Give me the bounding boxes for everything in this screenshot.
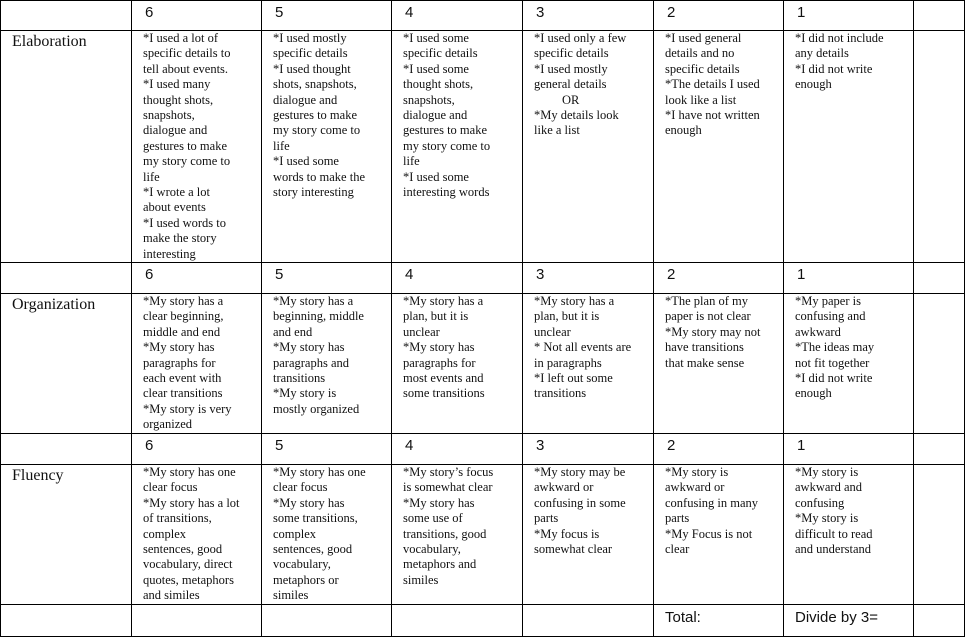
descriptor-cell: [653, 465, 783, 604]
descriptor-line: middle and end: [143, 324, 221, 339]
descriptor-line: transitions: [534, 386, 587, 401]
descriptor-line: *I used a lot of: [143, 31, 218, 45]
descriptor-line: *My story has: [273, 495, 345, 510]
descriptor-line: snapshots,: [403, 92, 455, 107]
row-score: 6: [145, 437, 154, 454]
descriptor-line: metaphors or: [273, 572, 339, 587]
divide-by-label: Divide by 3=: [795, 609, 878, 626]
descriptor-line: confusing and: [795, 309, 866, 324]
descriptor-line: specific details: [534, 46, 609, 61]
descriptor-line: *My story has a: [403, 294, 484, 308]
descriptor-line: *I used general: [665, 31, 742, 45]
descriptor-cell: [522, 294, 653, 433]
descriptor-line: specific details to: [143, 46, 231, 61]
descriptor-line: thought shots,: [403, 77, 474, 92]
descriptor-line: transitions, good: [403, 526, 487, 541]
descriptor-line: words to make the: [273, 169, 365, 184]
descriptor-line: *My focus is: [534, 526, 600, 541]
descriptor-line: *The details I used: [665, 77, 760, 92]
descriptor-line: *I used some: [403, 61, 469, 76]
descriptor-line: paragraphs for: [143, 355, 216, 370]
descriptor-line: *My details look: [534, 108, 619, 123]
descriptor-cell: [391, 294, 522, 433]
descriptor-cell: [653, 31, 783, 262]
grid-line: [913, 0, 914, 637]
descriptor-line: and understand: [795, 542, 872, 557]
descriptor-line: enough: [665, 123, 702, 138]
descriptor-line: life: [143, 169, 160, 184]
descriptor-line: awkward: [795, 324, 841, 339]
descriptor-line: general details: [534, 77, 607, 92]
descriptor-line: some use of: [403, 511, 463, 526]
descriptor-cell: [783, 294, 913, 433]
descriptor-line: *My story is: [665, 465, 729, 479]
descriptor-line: sentences, good: [273, 542, 353, 557]
descriptor-line: *I used some: [403, 31, 469, 45]
descriptor-line: *My story has: [273, 340, 345, 355]
descriptor-line: complex: [143, 526, 187, 541]
descriptor-line: interesting words: [403, 185, 490, 200]
criterion-elaboration: Elaboration: [12, 33, 87, 50]
descriptor-line: unclear: [403, 324, 440, 339]
descriptor-cell: [261, 465, 391, 604]
descriptor-line: clear focus: [273, 480, 328, 495]
descriptor-line: and similes: [143, 588, 200, 603]
descriptor-line: dialogue and: [143, 123, 208, 138]
descriptor-line: *My paper is: [795, 294, 861, 308]
descriptor-line: beginning, middle: [273, 309, 364, 324]
descriptor-line: *My story is: [795, 465, 859, 479]
descriptor-line: *My story has a lot: [143, 495, 240, 510]
descriptor-line: specific details: [403, 46, 478, 61]
descriptor-cell: [131, 294, 261, 433]
descriptor-line: my story come to: [403, 138, 491, 153]
descriptor-line: *My story is very: [143, 401, 232, 416]
descriptor-line: *I did not write: [795, 371, 873, 386]
descriptor-line: awkward and: [795, 480, 862, 495]
descriptor-line: *I have not written: [665, 108, 760, 123]
descriptor-line: *I used some: [273, 154, 339, 169]
criterion-organization: Organization: [12, 296, 96, 313]
descriptor-line: *I used mostly: [534, 61, 608, 76]
descriptor-line: specific details: [665, 61, 740, 76]
descriptor-line: story interesting: [273, 185, 354, 200]
descriptor-cell: [391, 465, 522, 604]
descriptor-line: life: [273, 138, 290, 153]
row-score: 4: [405, 266, 414, 283]
descriptor-line: paper is not clear: [665, 309, 751, 324]
row-score: 2: [667, 266, 676, 283]
descriptor-line: vocabulary,: [273, 557, 331, 572]
descriptor-line: *I did not include: [795, 31, 884, 45]
descriptor-line: awkward or: [534, 480, 594, 495]
descriptor-line: enough: [795, 386, 832, 401]
descriptor-line: complex: [273, 526, 317, 541]
descriptor-line: *I used mostly: [273, 31, 347, 45]
descriptor-line: transitions: [273, 371, 326, 386]
descriptor-line: snapshots,: [143, 108, 195, 123]
descriptor-line: *My story has a: [273, 294, 354, 308]
descriptor-line: *The ideas may: [795, 340, 875, 355]
descriptor-line: similes: [403, 572, 439, 587]
descriptor-line: awkward or: [665, 480, 725, 495]
row-score: 5: [275, 266, 284, 283]
descriptor-line: thought shots,: [143, 92, 214, 107]
descriptor-line: *The plan of my: [665, 294, 748, 308]
row-score: 6: [145, 266, 154, 283]
descriptor-line: * Not all events are: [534, 340, 632, 355]
descriptor-line: OR: [562, 92, 580, 107]
descriptor-line: *My story has one: [273, 465, 366, 479]
header-score: 2: [667, 4, 676, 21]
descriptor-line: have transitions: [665, 340, 744, 355]
descriptor-line: *My story has one: [143, 465, 236, 479]
descriptor-line: specific details: [273, 46, 348, 61]
descriptor-line: most events and: [403, 371, 484, 386]
descriptor-cell: [261, 31, 391, 262]
descriptor-line: plan, but it is: [403, 309, 469, 324]
descriptor-line: gestures to make: [143, 138, 228, 153]
descriptor-line: parts: [534, 511, 559, 526]
descriptor-line: paragraphs and: [273, 355, 350, 370]
descriptor-line: *I used many: [143, 77, 211, 92]
header-score: 5: [275, 4, 284, 21]
descriptor-line: *My story has a: [534, 294, 615, 308]
descriptor-line: that make sense: [665, 355, 745, 370]
descriptor-cell: [783, 31, 913, 262]
descriptor-line: of transitions,: [143, 511, 212, 526]
descriptor-line: unclear: [534, 324, 571, 339]
descriptor-cell: [783, 465, 913, 604]
descriptor-line: interesting: [143, 246, 196, 261]
descriptor-line: vocabulary, direct: [143, 557, 233, 572]
row-score: 2: [667, 437, 676, 454]
descriptor-line: life: [403, 154, 420, 169]
header-score: 1: [797, 4, 806, 21]
descriptor-line: tell about events.: [143, 61, 229, 76]
descriptor-line: clear: [665, 542, 690, 557]
descriptor-cell: [391, 31, 522, 262]
header-score: 3: [536, 4, 545, 21]
row-score: 5: [275, 437, 284, 454]
descriptor-line: shots, snapshots,: [273, 77, 357, 92]
descriptor-line: clear focus: [143, 480, 198, 495]
descriptor-line: *My story has: [403, 495, 475, 510]
descriptor-line: dialogue and: [273, 92, 338, 107]
descriptor-line: confusing in some: [534, 495, 626, 510]
descriptor-line: *My story may not: [665, 324, 761, 339]
descriptor-line: is somewhat clear: [403, 480, 493, 495]
row-score: 1: [797, 266, 806, 283]
descriptor-line: enough: [795, 77, 832, 92]
descriptor-line: *I did not write: [795, 61, 873, 76]
descriptor-line: confusing in many: [665, 495, 759, 510]
descriptor-line: *I left out some: [534, 371, 613, 386]
descriptor-line: clear beginning,: [143, 309, 224, 324]
descriptor-line: some transitions: [403, 386, 485, 401]
descriptor-line: my story come to: [143, 154, 231, 169]
descriptor-cell: [522, 465, 653, 604]
header-score: 6: [145, 4, 154, 21]
descriptor-line: parts: [665, 511, 690, 526]
descriptor-cell: [131, 465, 261, 604]
descriptor-line: confusing: [795, 495, 845, 510]
row-score: 4: [405, 437, 414, 454]
descriptor-line: any details: [795, 46, 849, 61]
descriptor-line: plan, but it is: [534, 309, 600, 324]
descriptor-line: clear transitions: [143, 386, 223, 401]
descriptor-cell: [261, 294, 391, 433]
descriptor-line: like a list: [534, 123, 580, 138]
descriptor-line: make the story: [143, 231, 217, 246]
descriptor-line: quotes, metaphors: [143, 572, 234, 587]
descriptor-line: somewhat clear: [534, 542, 613, 557]
criterion-fluency: Fluency: [12, 467, 64, 484]
descriptor-line: not fit together: [795, 355, 870, 370]
descriptor-line: mostly organized: [273, 401, 360, 416]
row-score: 3: [536, 437, 545, 454]
descriptor-line: vocabulary,: [403, 542, 461, 557]
total-label: Total:: [665, 609, 701, 626]
header-score: 4: [405, 4, 414, 21]
descriptor-line: sentences, good: [143, 542, 223, 557]
descriptor-line: *My story is: [795, 511, 859, 526]
descriptor-line: in paragraphs: [534, 355, 602, 370]
descriptor-line: *My story has: [143, 340, 215, 355]
descriptor-line: *I used some: [403, 169, 469, 184]
descriptor-line: some transitions,: [273, 511, 358, 526]
descriptor-line: *I used only a few: [534, 31, 627, 45]
descriptor-line: *I wrote a lot: [143, 185, 210, 200]
descriptor-line: about events: [143, 200, 206, 215]
descriptor-line: difficult to read: [795, 526, 873, 541]
descriptor-cell: [653, 294, 783, 433]
descriptor-line: organized: [143, 417, 193, 432]
descriptor-line: *My story has a: [143, 294, 224, 308]
descriptor-line: *My Focus is not: [665, 526, 753, 541]
row-score: 3: [536, 266, 545, 283]
descriptor-line: *My story has: [403, 340, 475, 355]
descriptor-line: look like a list: [665, 92, 737, 107]
descriptor-line: *My story may be: [534, 465, 626, 479]
descriptor-line: gestures to make: [273, 108, 358, 123]
descriptor-line: similes: [273, 588, 309, 603]
descriptor-cell: [522, 31, 653, 262]
descriptor-line: *I used words to: [143, 215, 226, 230]
descriptor-line: *My story is: [273, 386, 337, 401]
descriptor-line: dialogue and: [403, 108, 468, 123]
descriptor-line: gestures to make: [403, 123, 488, 138]
descriptor-line: *I used thought: [273, 61, 351, 76]
descriptor-line: each event with: [143, 371, 222, 386]
descriptor-line: details and no: [665, 46, 735, 61]
descriptor-line: *My story’s focus: [403, 465, 494, 479]
descriptor-line: my story come to: [273, 123, 361, 138]
descriptor-cell: [131, 31, 261, 262]
descriptor-line: and end: [273, 324, 313, 339]
descriptor-line: paragraphs for: [403, 355, 476, 370]
descriptor-line: metaphors and: [403, 557, 477, 572]
row-score: 1: [797, 437, 806, 454]
